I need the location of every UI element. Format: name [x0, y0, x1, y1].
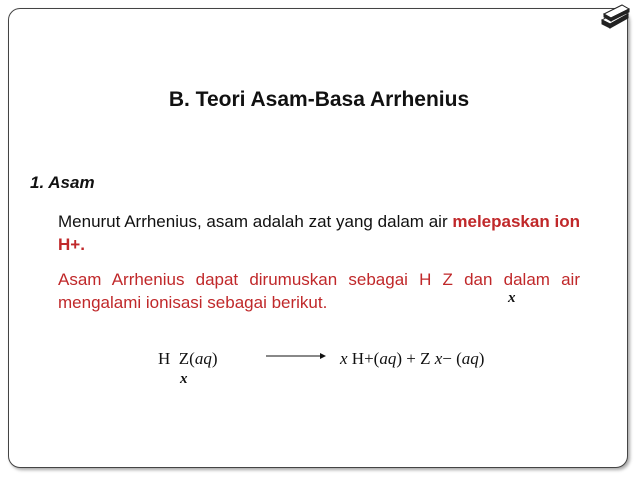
product-charge-var: x — [434, 349, 443, 368]
books-stack-icon — [598, 2, 632, 30]
page-title: B. Teori Asam-Basa Arrhenius — [168, 88, 470, 111]
reactant-subscript-x: x — [180, 371, 188, 387]
product-aq2: aq — [461, 349, 479, 368]
product-coef: x — [340, 349, 348, 368]
paragraph-definition-text: Menurut Arrhenius, asam adalah zat yang dalam air — [58, 212, 448, 231]
section-heading: 1. Asam — [30, 173, 95, 192]
equation-products — [340, 349, 484, 369]
formula-subscript-x: x — [508, 290, 516, 306]
reactant-close: ) — [211, 349, 218, 368]
paragraph-definition — [58, 210, 580, 256]
equation-reactant — [158, 349, 218, 369]
reactant-aq: aq — [194, 349, 212, 368]
reactant-z: Z( — [178, 349, 195, 368]
product-close: ) — [478, 349, 485, 368]
product-aq1: aq — [379, 349, 397, 368]
product-charge: − ( — [442, 349, 462, 368]
reaction-arrow-icon — [266, 351, 326, 361]
product-mid: ) + Z — [396, 349, 435, 368]
reactant-h: H — [158, 349, 171, 368]
paragraph-definition-emphasis: melepaskan ion H+. — [58, 212, 580, 254]
product-h: H+( — [347, 349, 380, 368]
paragraph-formula: Asam Arrhenius dapat dirumuskan sebagai H Z dan dalam air mengalami ionisasi sebagai berikut. — [58, 270, 580, 312]
